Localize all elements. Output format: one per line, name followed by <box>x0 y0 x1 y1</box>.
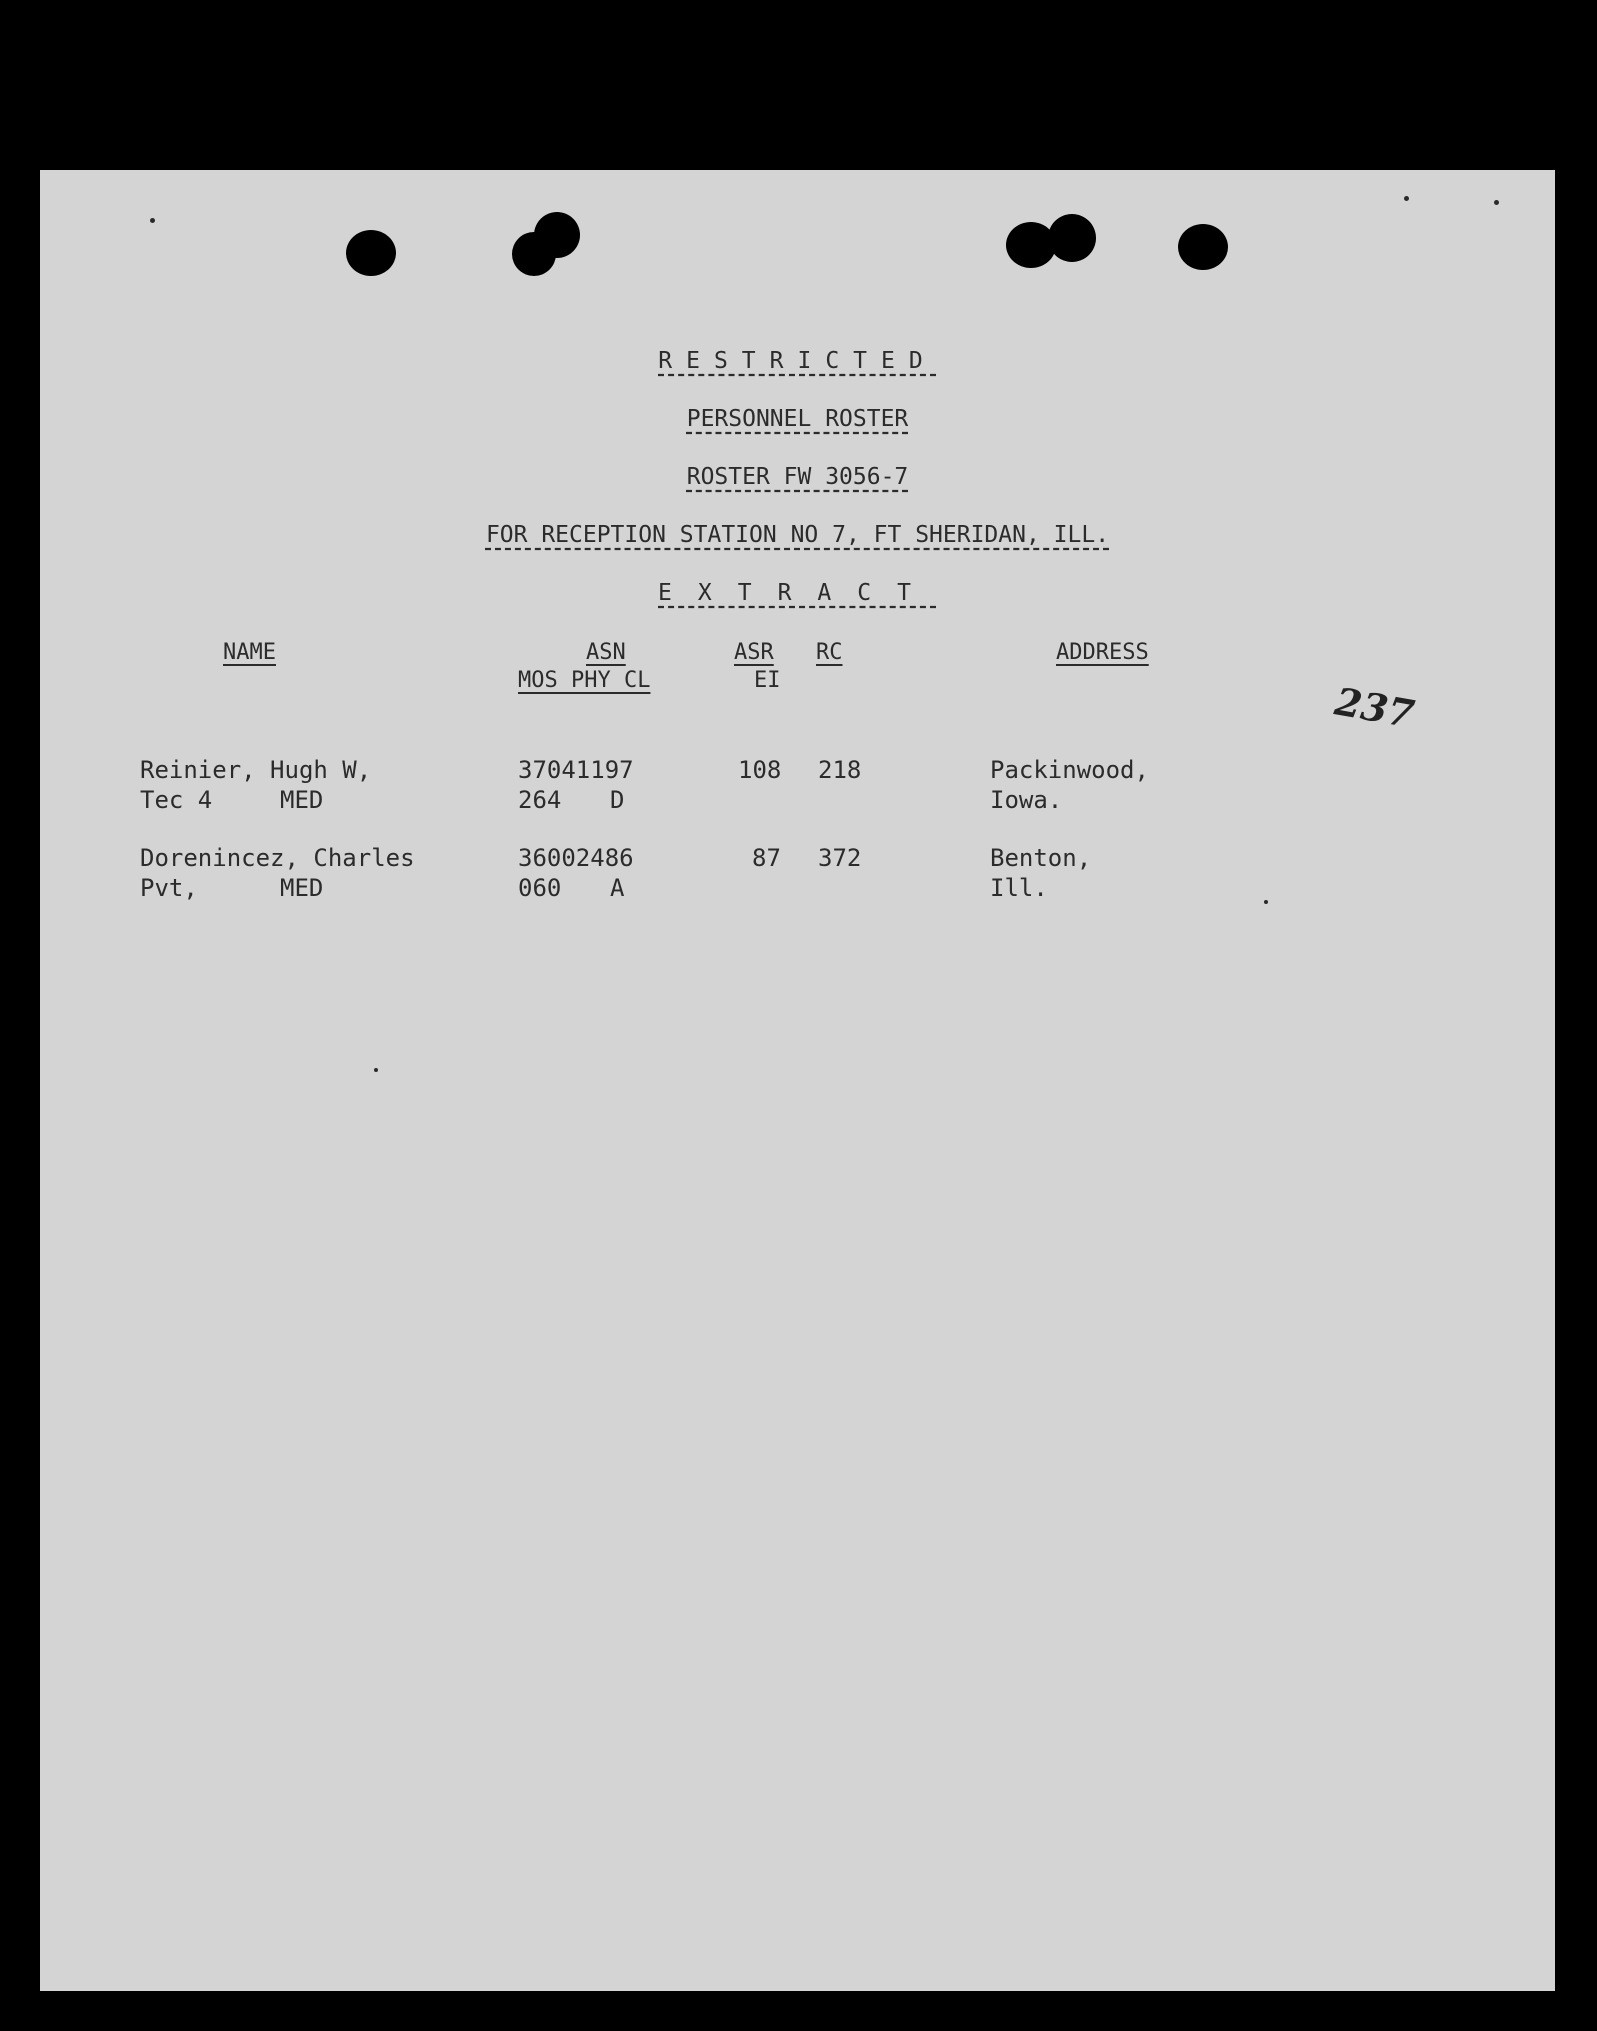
entry-rc: 372 <box>818 844 862 872</box>
column-header-asn: ASN <box>586 640 626 665</box>
column-header-rc: RC <box>816 640 843 665</box>
roster-number-heading <box>40 464 1555 490</box>
punch-hole <box>534 212 580 258</box>
entry-address-line1: Packinwood, <box>990 756 1149 784</box>
entry-phy-cl: A <box>610 874 625 902</box>
entry-phy-cl: D <box>610 786 625 814</box>
doc-type-heading <box>40 580 1555 606</box>
entry-grade: Pvt, <box>140 874 198 902</box>
entry-name: Dorenincez, Charles <box>140 844 415 872</box>
unit-heading <box>40 522 1555 548</box>
column-header-name: NAME <box>223 640 276 665</box>
punch-hole <box>1048 214 1096 262</box>
entry-asr: 108 <box>738 756 782 784</box>
column-header-mos-phy-cl: MOS PHY CL <box>518 668 651 693</box>
entry-asr: 87 <box>752 844 781 872</box>
dust-speck <box>150 218 155 223</box>
roster-number-text: ROSTER FW 3056-7 <box>686 464 909 490</box>
column-header-address: ADDRESS <box>1056 640 1149 665</box>
entry-rc: 218 <box>818 756 862 784</box>
column-header-asr: ASR <box>734 640 774 665</box>
entry-name: Reinier, Hugh W, <box>140 756 372 784</box>
entry-mos: 060 <box>518 874 562 902</box>
entry-asn: 36002486 <box>518 844 634 872</box>
column-header-ei: EI <box>754 668 781 693</box>
doc-type-text: EXTRACT <box>658 580 937 606</box>
classification-text: RESTRICTED <box>658 348 937 374</box>
entry-address-line2: Ill. <box>990 874 1048 902</box>
handwritten-page-number: 237 <box>1331 678 1418 737</box>
title-heading <box>40 406 1555 432</box>
entry-branch: MED <box>280 874 324 902</box>
document-sheet <box>40 170 1555 1991</box>
title-text: PERSONNEL ROSTER <box>686 406 909 432</box>
entry-asn: 37041197 <box>518 756 634 784</box>
dust-speck <box>374 1068 378 1072</box>
unit-text: FOR RECEPTION STATION NO 7, FT SHERIDAN, ILL. <box>485 522 1110 548</box>
punch-hole <box>1178 224 1228 270</box>
entry-mos: 264 <box>518 786 562 814</box>
entry-branch: MED <box>280 786 324 814</box>
dust-speck <box>1494 200 1499 205</box>
entry-grade: Tec 4 <box>140 786 213 814</box>
entry-address-line1: Benton, <box>990 844 1092 872</box>
classification-heading <box>40 348 1555 374</box>
dust-speck <box>1264 900 1268 904</box>
punch-hole <box>346 230 396 276</box>
dust-speck <box>1404 196 1409 201</box>
entry-address-line2: Iowa. <box>990 786 1063 814</box>
